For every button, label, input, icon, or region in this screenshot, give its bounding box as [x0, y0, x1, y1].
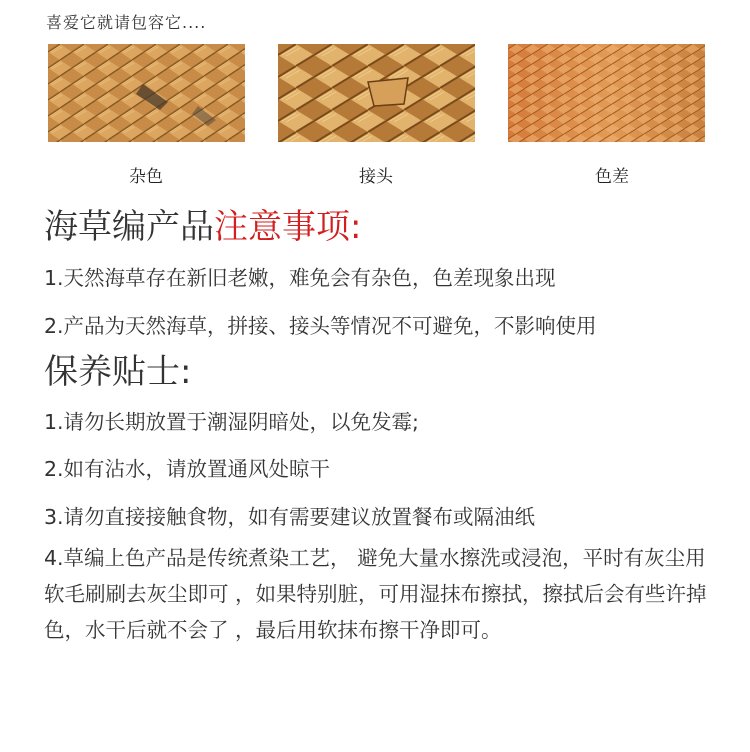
swatch-label-joint: 接头 [359, 167, 393, 187]
notice-heading-plain: 海草编产品 [44, 207, 214, 247]
straw-weave-mixed-color-image [48, 44, 245, 142]
notice-heading [44, 207, 362, 247]
care-item-1: 1.请勿长期放置于潮湿阴暗处，以免发霉; [44, 410, 419, 434]
care-heading: 保养贴士: [44, 352, 192, 392]
care-item-4: 4.草编上色产品是传统煮染工艺， 避免大量水擦洗或浸泡，平时有灰尘用软毛刷刷去灰尘即可 ，如果特别脏，可用湿抹布擦拭，擦拭后会有些许掉色，水干后就不会了 ，最后用软抹布擦干净即可。 [44, 546, 707, 642]
care-item-3: 3.请勿直接接触食物，如有需要建议放置餐布或隔油纸 [44, 505, 536, 529]
care-item-2: 2.如有沾水，请放置通风处晾干 [44, 457, 331, 481]
notice-item-2: 2.产品为天然海草，拼接、接头等情况不可避免，不影响使用 [44, 314, 597, 338]
swatch-label-color-difference: 色差 [595, 167, 629, 187]
tagline: 喜爱它就请包容它.... [46, 13, 207, 32]
swatch-row [48, 44, 708, 144]
straw-weave-color-difference-image [508, 44, 705, 142]
straw-weave-joint-image [278, 44, 475, 142]
notice-item-1: 1.天然海草存在新旧老嫩，难免会有杂色，色差现象出现 [44, 266, 556, 290]
swatch-label-mixed-color: 杂色 [129, 167, 163, 187]
notice-heading-accent: 注意事项: [214, 207, 362, 247]
